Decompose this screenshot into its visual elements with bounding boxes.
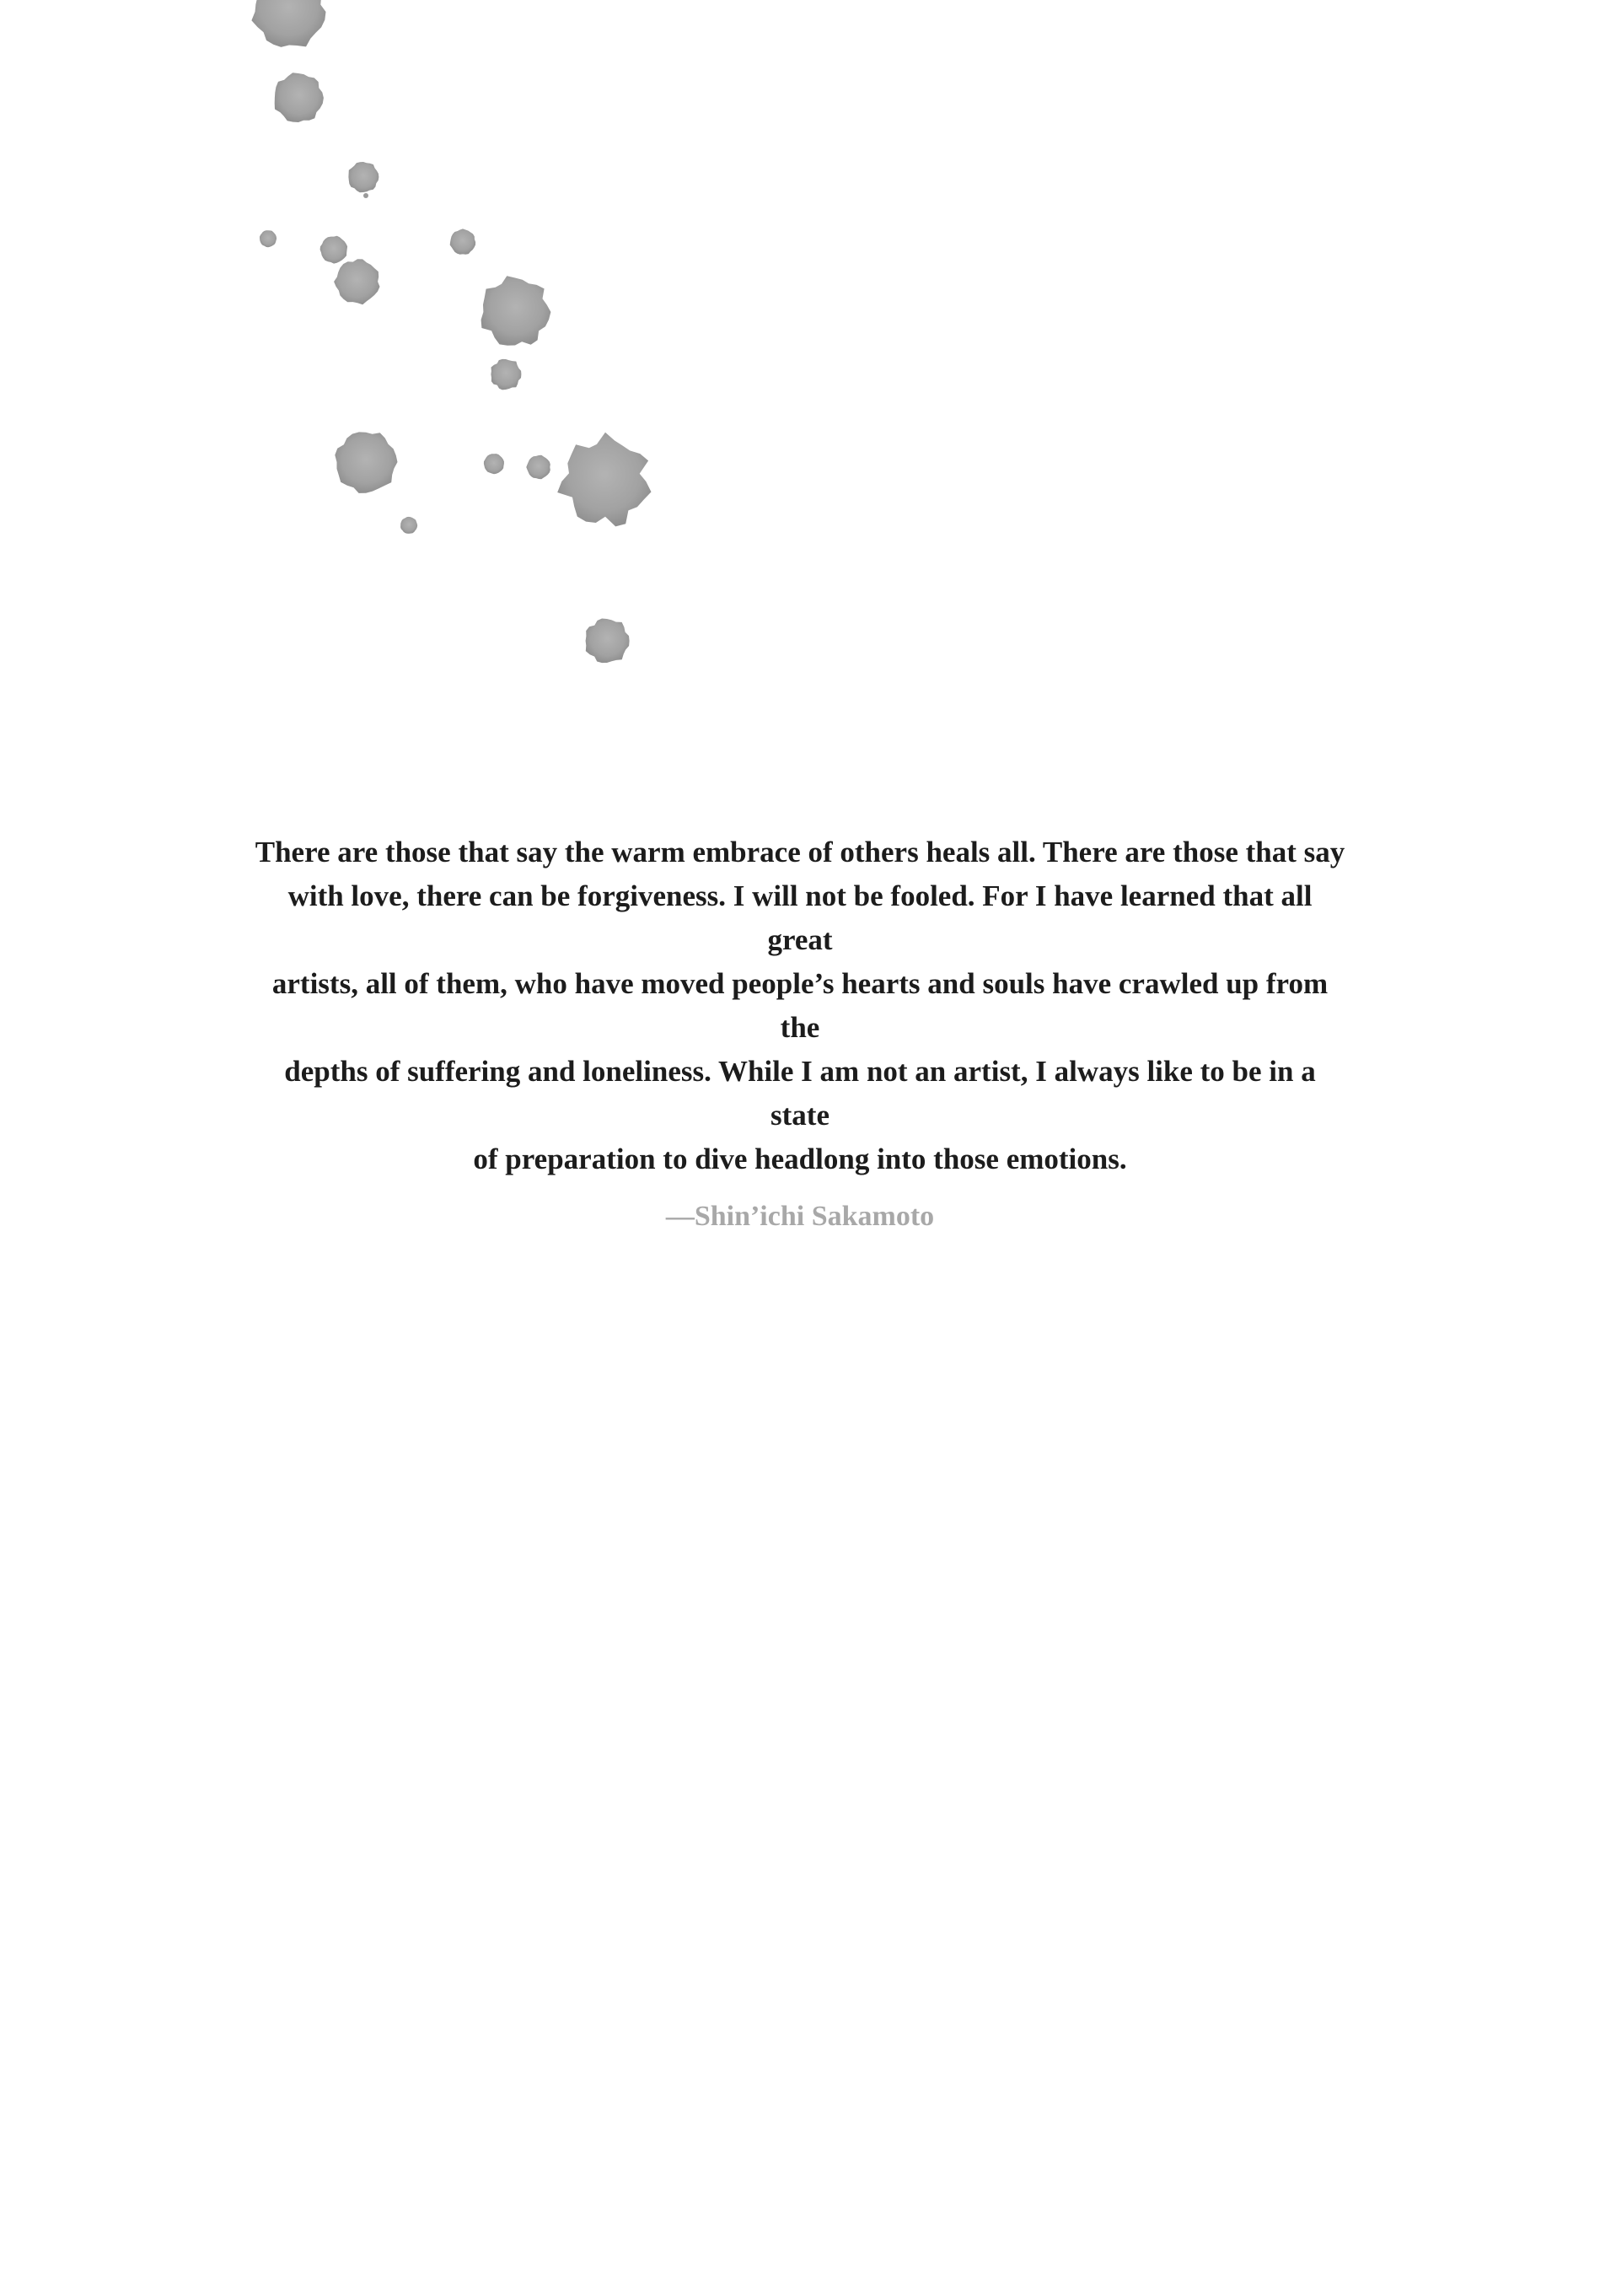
quote-line: There are those that say the warm embrace of others heals all. There are those that say	[255, 836, 1345, 868]
ink-splatter-decoration	[0, 0, 1600, 759]
ink-spot	[260, 230, 277, 247]
quote-block	[253, 831, 1347, 1235]
ink-drip	[363, 193, 368, 198]
ink-spot	[481, 276, 551, 346]
ink-spot	[491, 359, 521, 390]
ink-spot	[251, 0, 325, 47]
ink-spot	[450, 229, 475, 254]
ink-spot	[334, 259, 379, 304]
ink-spot	[586, 619, 630, 664]
ink-spot	[320, 236, 348, 264]
quote-attribution: —Shin’ichi Sakamoto	[665, 1201, 935, 1232]
ink-spot	[400, 517, 417, 534]
ink-spot	[557, 433, 651, 527]
ink-spot	[275, 73, 324, 122]
ink-spot	[526, 455, 550, 479]
ink-spot	[484, 454, 504, 474]
ink-spot	[335, 432, 397, 493]
quote-text	[253, 831, 1347, 1181]
ink-spots	[251, 0, 651, 663]
quote-line: with love, there can be forgiveness. I will not be fooled. For I have learned that all great	[287, 879, 1313, 956]
quote-line: of preparation to dive headlong into those emotions.	[473, 1143, 1127, 1175]
ink-spot	[348, 162, 379, 192]
quote-line: depths of suffering and loneliness. While I am not an artist, I always like to be in a state	[284, 1055, 1316, 1132]
quote-line: artists, all of them, who have moved people’s hearts and souls have crawled up from the	[271, 967, 1329, 1044]
